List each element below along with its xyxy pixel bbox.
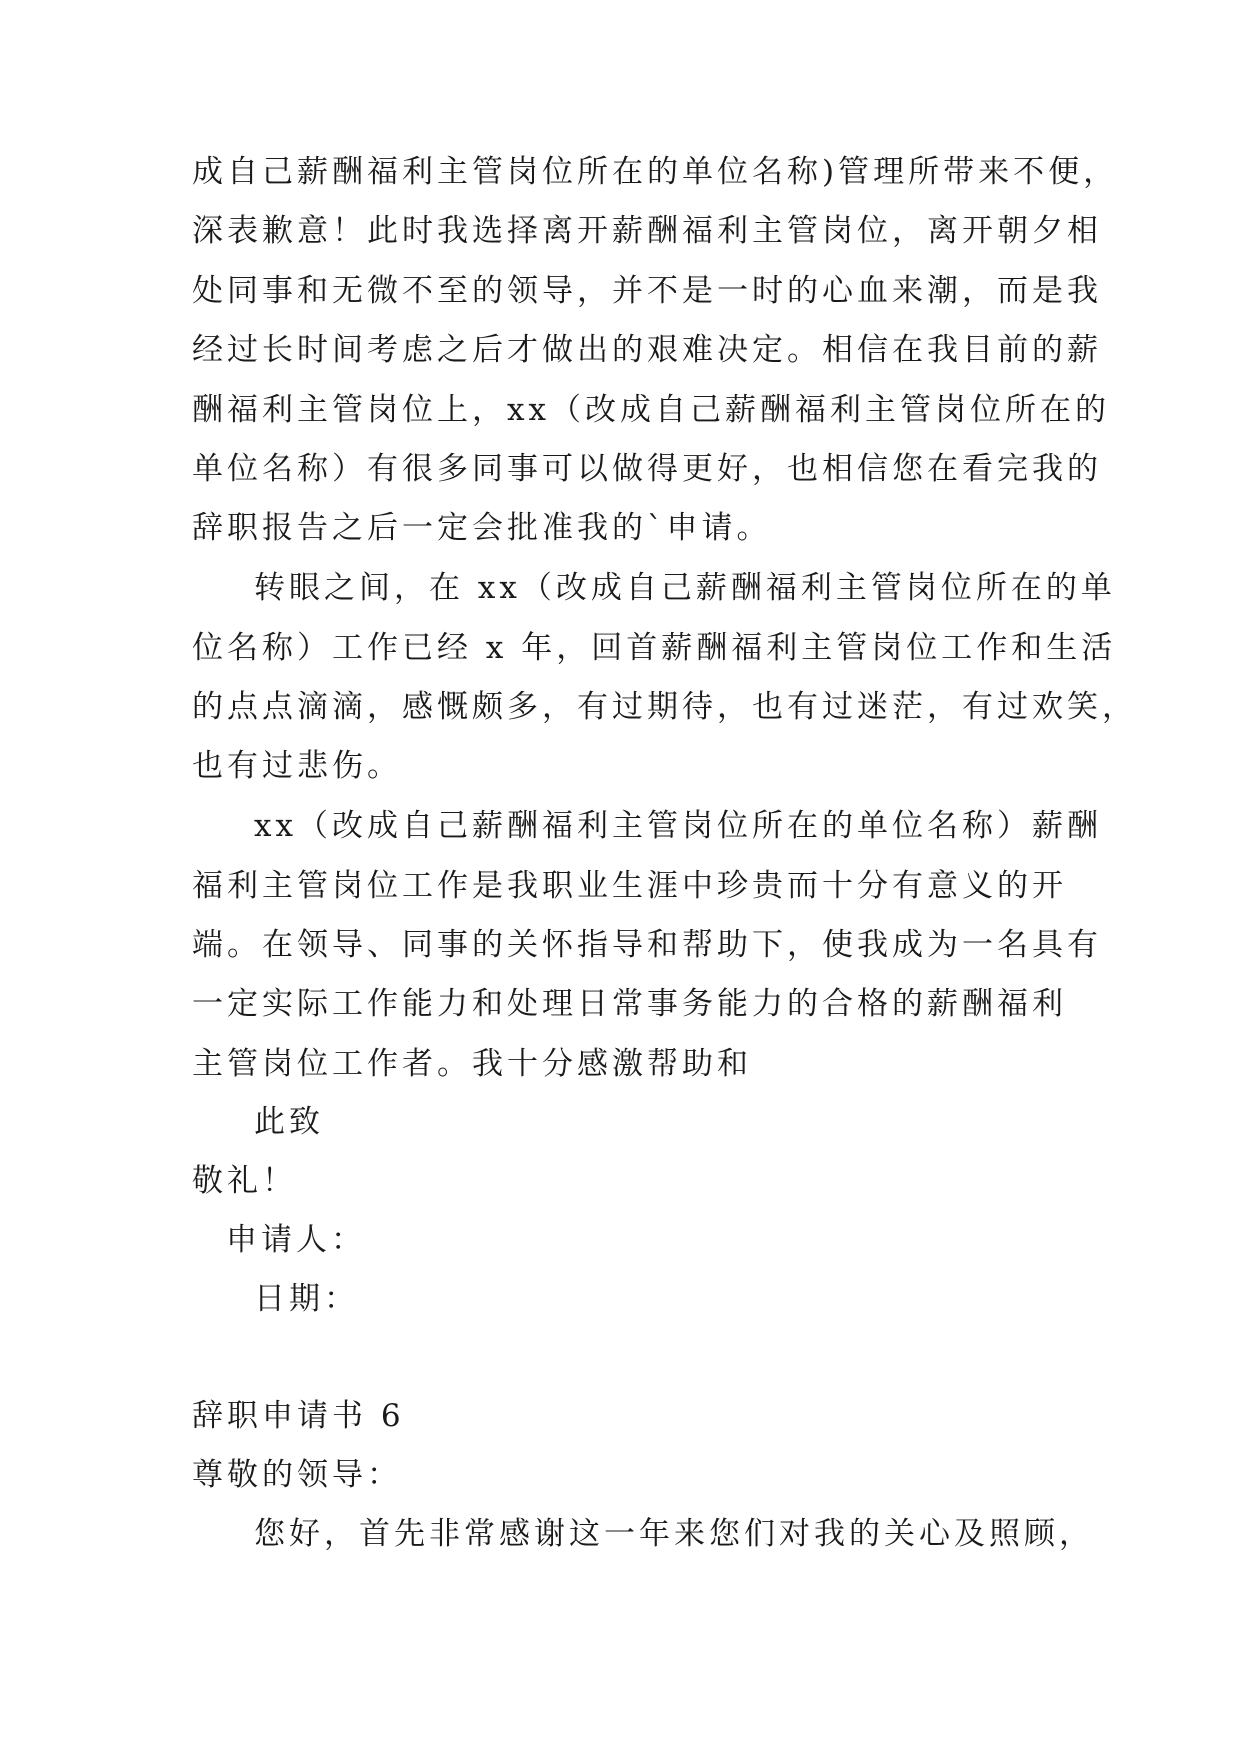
- body-line: 一定实际工作能力和处理日常事务能力的合格的薪酬福利: [192, 986, 1067, 1022]
- body-line: 单位名称）有很多同事可以做得更好，也相信您在看完我的: [192, 451, 1102, 487]
- body-line: 酬福利主管岗位上，xx（改成自己薪酬福利主管岗位所在的: [192, 392, 1110, 428]
- body-line: 深表歉意！此时我选择离开薪酬福利主管岗位，离开朝夕相: [192, 213, 1102, 249]
- date-label: 日期：: [254, 1281, 359, 1317]
- body-line: 位名称）工作已经 x 年，回首薪酬福利主管岗位工作和生活: [192, 630, 1117, 666]
- body-line: 主管岗位工作者。我十分感激帮助和: [192, 1046, 752, 1082]
- body-line: 福利主管岗位工作是我职业生涯中珍贵而十分有意义的开: [192, 868, 1067, 904]
- body-line: 端。在领导、同事的关怀指导和帮助下，使我成为一名具有: [192, 927, 1102, 963]
- paragraph-start-line: xx（改成自己薪酬福利主管岗位所在的单位名称）薪酬: [254, 808, 1102, 844]
- greeting-line: 尊敬的领导：: [192, 1457, 402, 1493]
- body-line: 处同事和无微不至的领导，并不是一时的心血来潮，而是我: [192, 273, 1102, 309]
- body-line: 经过长时间考虑之后才做出的艰难决定。相信在我目前的薪: [192, 332, 1102, 368]
- salute-line: 敬礼！: [192, 1163, 297, 1199]
- section-title: 辞职申请书 6: [192, 1398, 405, 1434]
- body-line: 成自己薪酬福利主管岗位所在的单位名称)管理所带来不便，: [192, 154, 1119, 190]
- paragraph-start-line: 转眼之间，在 xx（改成自己薪酬福利主管岗位所在的单: [254, 570, 1116, 606]
- body-line: 辞职报告之后一定会批准我的`申请。: [192, 510, 772, 546]
- closing-line: 此致: [254, 1104, 324, 1140]
- paragraph-start-line: 您好，首先非常感谢这一年来您们对我的关心及照顾，: [254, 1516, 1094, 1552]
- applicant-label: 申请人：: [226, 1222, 366, 1258]
- body-line: 的点点滴滴，感慨颇多，有过期待，也有过迷茫，有过欢笑，: [192, 689, 1137, 725]
- body-line: 也有过悲伤。: [192, 748, 402, 784]
